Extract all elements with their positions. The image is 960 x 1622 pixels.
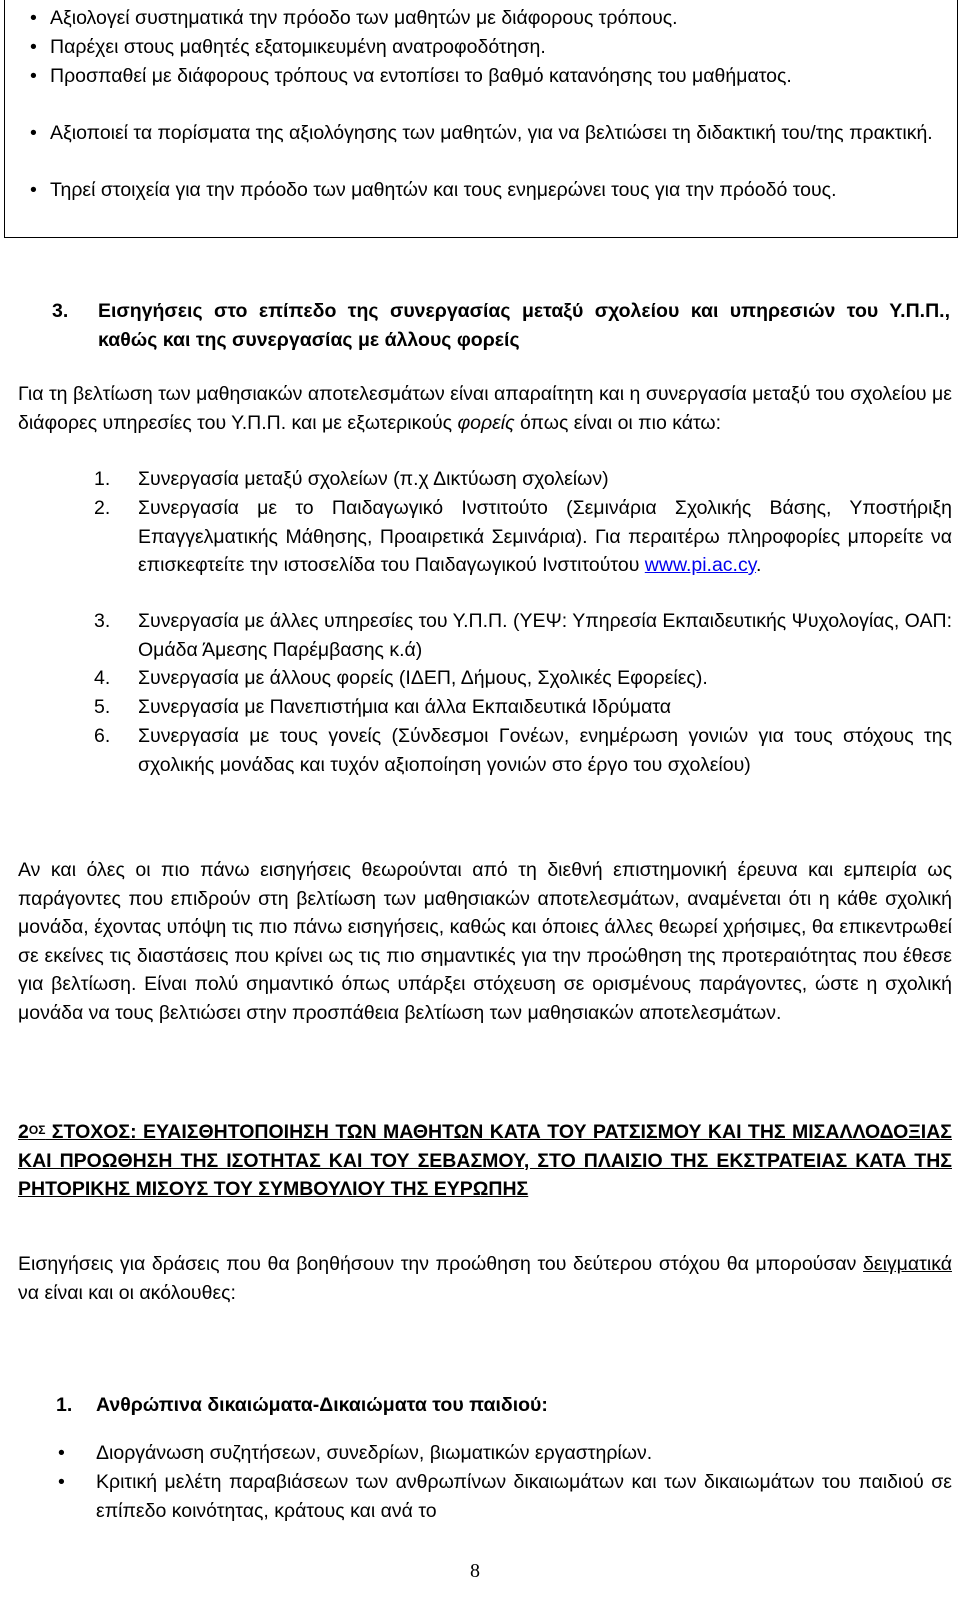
summary-paragraph: Αν και όλες οι πιο πάνω εισηγήσεις θεωρούνται από τη διεθνή επιστημονική έρευνα και εμπειρία ως παράγοντες που επιδρούν στη βελτίωση των μαθησιακών αποτελεσμάτων, αναμένεται ότι η κάθε σχολική μονάδα, έχοντας υπόψη τις πιο πάνω εισηγήσεις, καθώς και όποιες άλλες θεωρεί χρήσιμες, θα επικεντρωθεί σε εκείνες τις διαστάσεις που κρίνει ως τις πιο σημαντικές για την προώθηση της προτεραιότητας που έθεσε για βελτίωση. Είναι πολύ σημαντικό όπως υπάρξει στόχευση σε ορισμένους παράγοντες, ώστε η σχολική μονάδα να τους βελτιώσει στην προσπάθεια βελτίωση των μαθησιακών αποτελεσμάτων. bbox=[18, 859, 952, 1024]
list-item: 4. Συνεργασία με άλλους φορείς (ΙΔΕΠ, Δήμους, Σχολικές Εφορείες). bbox=[138, 664, 952, 693]
underlined-word: δειγματικά bbox=[863, 1253, 952, 1275]
bullet-icon: • bbox=[30, 7, 37, 29]
list-number: 4. bbox=[94, 667, 111, 689]
list-item: 5. Συνεργασία με Πανεπιστήμια και άλλα Εκπαιδευτικά Ιδρύματα bbox=[138, 693, 952, 722]
box-bullet-item: • Αξιολογεί συστηματικά την πρόοδο των μαθητών με διάφορους τρόπους. bbox=[50, 4, 948, 33]
list-item: 2. Συνεργασία με το Παιδαγωγικό Ινστιτούτο (Σεμινάρια Σχολικής Βάσης, Υποστήριξη Επαγγελματικής Μάθησης, Προαιρετικά Σεμινάρια). Για περαιτέρω πληροφορίες μπορείτε να επισκεφτείτε την ιστοσελίδα του Παιδαγωγικού Ινστιτούτου www.pi.ac.cy. bbox=[138, 494, 952, 580]
list-item: 6. Συνεργασία με τους γονείς (Σύνδεσμοι Γονέων, ενημέρωση γονιών για τους στόχους της σχολικής μονάδας και τυχόν αξιοποίηση γονιών στο έργο του σχολείου) bbox=[138, 722, 952, 779]
ordinal-superscript: ΟΣ bbox=[28, 1123, 46, 1137]
list-number: 6. bbox=[94, 725, 111, 747]
list-number: 3. bbox=[94, 610, 111, 632]
bullet-icon: • bbox=[30, 65, 37, 87]
page-number: 8 bbox=[470, 1560, 480, 1582]
subsection-bullet-item: • Κριτική μελέτη παραβιάσεων των ανθρωπίνων δικαιωμάτων και των δικαιωμάτων του παιδιού σε επίπεδο κοινότητας, κράτους και ανά το bbox=[96, 1468, 952, 1525]
goal-2-intro: Εισηγήσεις για δράσεις που θα βοηθήσουν την προώθηση του δεύτερου στόχου θα μπορούσαν δειγματικά να είναι και οι ακόλουθες: bbox=[18, 1253, 952, 1304]
list-item: 1. Συνεργασία μεταξύ σχολείων (π.χ Δικτύωση σχολείων) bbox=[138, 465, 952, 494]
box-bullet-item: • Παρέχει στους μαθητές εξατομικευμένη ανατροφοδότηση. bbox=[50, 33, 948, 62]
box-bullet-item: • Τηρεί στοιχεία για την πρόοδο των μαθητών και τους ενημερώνει τους για την πρόοδό τους. bbox=[50, 176, 948, 205]
subsection-1-heading bbox=[56, 1391, 548, 1419]
bullet-icon: • bbox=[30, 122, 37, 144]
goal-2-heading: $2^{O\Sigma}$ ΣΤΟΧΟΣ: ΕΥΑΙΣΘΗΤΟΠΟΙΗΣΗ ΤΩΝ ΜΑΘΗΤΩΝ ΚΑΤΑ ΤΟΥ ΡΑΤΣΙΣΜΟΥ ΚΑΙ ΤΗΣ ΜΙΣΑΛΛΟΔΟΞΙΑΣ ΚΑΙ ΠΡΟΩΘΗΣΗ ΤΗΣ ΙΣΟΤΗΤΑΣ ΚΑΙ ΤΟΥ ΣΕΒΑΣΜΟΥ, ΣΤΟ ΠΛΑΙΣΙΟ ΤΗΣ ΕΚΣΤΡΑΤΕΙΑΣ ΚΑΤΑ ΤΗΣ ΡΗΤΟΡΙΚΗΣ ΜΙΣΟΥΣ ΤΟΥ ΣΥΜΒΟΥΛΙΟΥ ΤΗΣ ΕΥΡΩΠΗΣ bbox=[18, 1121, 952, 1200]
intro-paragraph: Για τη βελτίωση των μαθησιακών αποτελεσμάτων είναι απαραίτητη και η συνεργασία μεταξύ του σχολείου με διάφορες υπηρεσίες του Υ.Π.Π. και με εξωτερικούς φορείς όπως είναι οι πιο κάτω: bbox=[18, 383, 952, 434]
box-bullet-item: • Προσπαθεί με διάφορους τρόπους να εντοπίσει το βαθμό κατανόησης του μαθήματος. bbox=[50, 62, 948, 91]
list-item: 3. Συνεργασία με άλλες υπηρεσίες του Υ.Π.Π. (ΥΕΨ: Υπηρεσία Εκπαιδευτικής Ψυχολογίας, ΟΑΠ: Ομάδα Άμεσης Παρέμβασης κ.ά) bbox=[138, 607, 952, 664]
list-number: 5. bbox=[94, 696, 111, 718]
emphasis-text: φορείς bbox=[457, 411, 515, 434]
subsection-title: Ανθρώπινα δικαιώματα-Δικαιώματα του παιδιού: bbox=[96, 1394, 548, 1416]
subsection-bullet-item: • Διοργάνωση συζητήσεων, συνεδρίων, βιωματικών εργαστηρίων. bbox=[96, 1439, 952, 1468]
box-bullet-item: • Αξιοποιεί τα πορίσματα της αξιολόγησης των μαθητών, για να βελτιώσει τη διδακτική του/της πρακτική. bbox=[50, 119, 948, 148]
bullet-icon: • bbox=[58, 1442, 65, 1464]
section-title: Εισηγήσεις στο επίπεδο της συνεργασίας μεταξύ σχολείου και υπηρεσιών του Υ.Π.Π., καθώς και της συνεργασίας με άλλους φορείς bbox=[98, 300, 950, 351]
section-number: 3. bbox=[52, 300, 69, 322]
bullet-icon: • bbox=[30, 179, 37, 201]
list-number: 2. bbox=[94, 497, 111, 519]
bullet-icon: • bbox=[30, 36, 37, 58]
subsection-number: 1. bbox=[56, 1394, 73, 1416]
pi-website-link[interactable]: www.pi.ac.cy bbox=[644, 554, 757, 576]
list-number: 1. bbox=[94, 468, 111, 490]
section-3-heading bbox=[52, 297, 950, 355]
bullet-icon: • bbox=[58, 1471, 65, 1493]
